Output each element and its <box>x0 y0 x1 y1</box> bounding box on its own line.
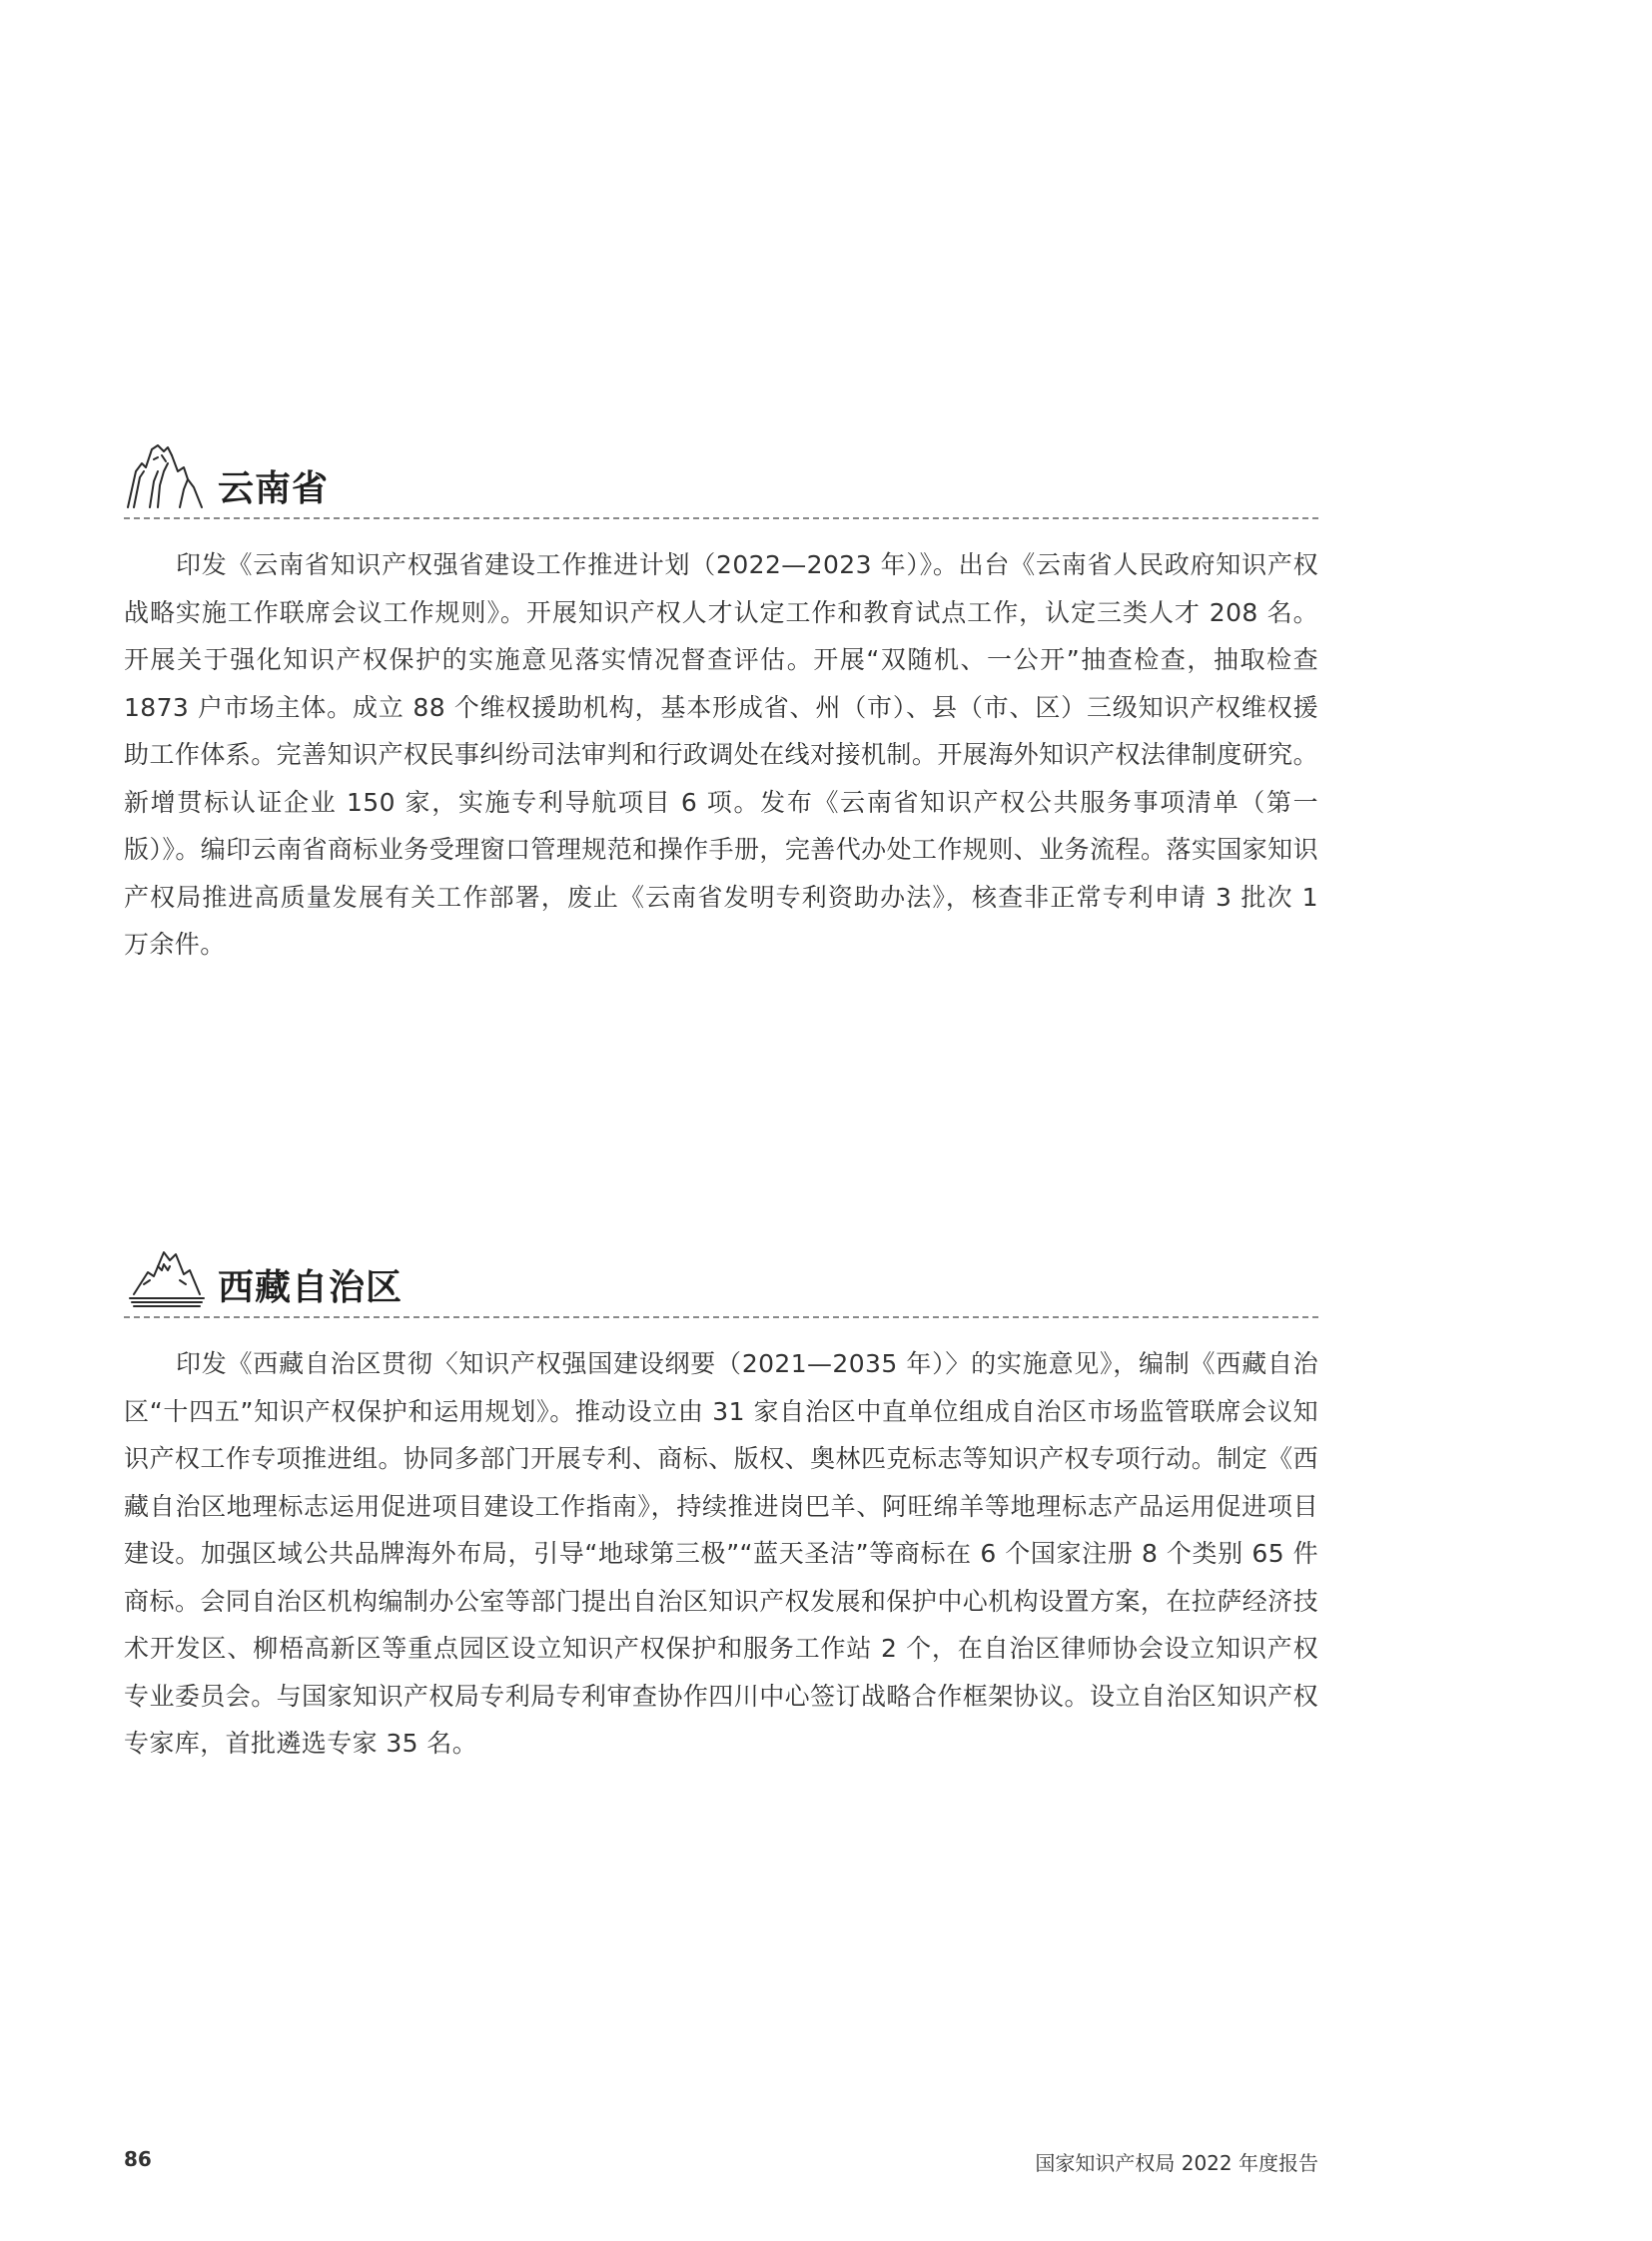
section-heading <box>124 439 1318 519</box>
report-name: 国家知识产权局 2022 年度报告 <box>1035 2151 1318 2175</box>
section-yunnan <box>124 439 1318 994</box>
section-title: 西藏自治区 <box>218 1267 404 1308</box>
section-paragraph: 印发《西藏自治区贯彻〈知识产权强国建设纲要（2021—2035 年）〉的实施意见》，编制《西藏自治区“十四五”知识产权保护和运用规划》。推动设立由 31 家自治区中直单位组成自治区市场监管联席会议知识产权工作专项推进组。协同多部门开展专利、商标、版权、奥林匹克标志等知识产权专项行动。制定《西藏自治区地理标志运用促进项目建设工作指南》，持续推进岗巴羊、阿旺绵羊等地理标志产品运用促进项目建设。加强区域公共品牌海外布局，引导“地球第三极”“蓝天圣洁”等商标在 6 个国家注册 8 个类别 65 件商标。会同自治区机构编制办公室等部门提出自治区知识产权发展和保护中心机构设置方案，在拉萨经济技术开发区、柳梧高新区等重点园区设立知识产权保护和服务工作站 2 个，在自治区律师协会设立知识产权专业委员会。与国家知识产权局专利局专利审查协作四川中心签订战略合作框架协议。设立自治区知识产权专家库，首批遴选专家 35 名。 <box>124 1349 1318 1758</box>
section-xizang <box>124 1238 1318 1793</box>
section-title: 云南省 <box>218 468 330 509</box>
section-heading <box>124 1238 1318 1318</box>
page-footer <box>124 2147 1318 2177</box>
mountain-peaks-icon <box>124 441 208 511</box>
page-number: 86 <box>124 2147 152 2171</box>
section-paragraph: 印发《云南省知识产权强省建设工作推进计划（2022—2023 年）》。出台《云南省人民政府知识产权战略实施工作联席会议工作规则》。开展知识产权人才认定工作和教育试点工作，认定三类人才 208 名。开展关于强化知识产权保护的实施意见落实情况督查评估。开展“双随机、一公开”抽查检查，抽取检查 1873 户市场主体。成立 88 个维权援助机构，基本形成省、州（市）、县（市、区）三级知识产权维权援助工作体系。完善知识产权民事纠纷司法审判和行政调处在线对接机制。开展海外知识产权法律制度研究。新增贯标认证企业 150 家，实施专利导航项目 6 项。发布《云南省知识产权公共服务事项清单（第一版）》。编印云南省商标业务受理窗口管理规范和操作手册，完善代办处工作规则、业务流程。落实国家知识产权局推进高质量发展有关工作部署，废止《云南省发明专利资助办法》，核查非正常专利申请 3 批次 1 万余件。 <box>124 550 1318 959</box>
snow-mountain-icon <box>124 1240 208 1310</box>
